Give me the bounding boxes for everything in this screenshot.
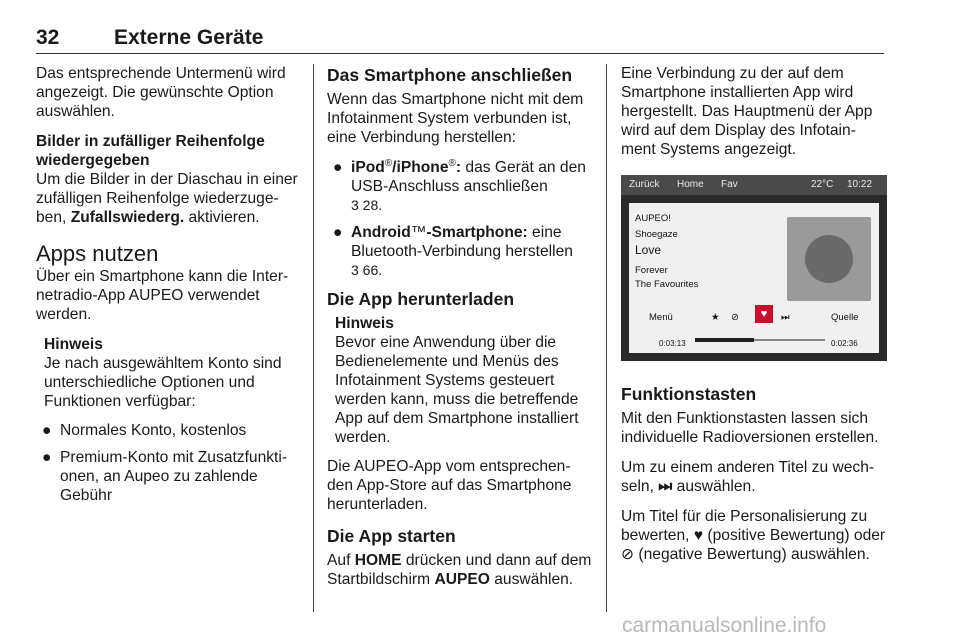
control-row	[635, 305, 873, 325]
genre: Shoegaze	[635, 229, 678, 240]
back-label: Zurück	[629, 179, 660, 190]
skip-icon: ⏭	[781, 312, 790, 323]
app-name: AUPEO!	[635, 213, 671, 224]
list-item: ● Premium-Konto mit Zusatzfunkti-onen, an Aupeo zu zahlende Gebühr	[42, 449, 288, 504]
column-middle	[327, 64, 595, 600]
track-subline: Forever	[635, 265, 668, 276]
list-item: ● Normales Konto, kostenlos	[42, 422, 247, 439]
account-list	[36, 421, 304, 505]
ban-icon: ⊘	[731, 312, 739, 323]
chapter-title: Externe Geräte	[114, 26, 264, 49]
header-rule	[36, 53, 884, 54]
note-box	[36, 335, 304, 411]
skip-icon: ⏭	[658, 478, 673, 495]
list-item: ● Android™-Smartphone: eine Bluetooth-Verbindung herstellen 3 66.	[333, 224, 573, 278]
heading-function-keys: Funktionstasten	[621, 384, 757, 404]
paragraph-main-menu: Eine Verbindung zu der auf dem Smartphone installierten App wird hergestellt. Das Hauptmenü der App wird auf dem Display des Infotain-ment Systems angezeigt.	[621, 65, 873, 158]
menu-label: Menü	[649, 312, 673, 323]
page-number: 32	[36, 26, 60, 49]
infotainment-screenshot	[621, 175, 887, 361]
remaining-time: 0:02:36	[831, 339, 858, 348]
option-zufallswiederg: Zufallswiederg.	[70, 209, 185, 226]
list-item: ● iPod®/iPhone®: das Gerät an den USB-Anschluss anschließen 3 28.	[333, 157, 586, 213]
note-box	[327, 314, 595, 447]
page-reference: 3 28.	[351, 197, 383, 213]
heading-connect-smartphone: Das Smartphone anschließen	[327, 65, 573, 85]
heading-random-order: Bilder in zufälliger Reihenfolge wiedergegeben	[36, 133, 265, 169]
heading-apps-nutzen: Apps nutzen	[36, 241, 159, 266]
heading-start-app: Die App starten	[327, 526, 456, 546]
progress-fill	[695, 338, 754, 342]
elapsed-time: 0:03:13	[659, 339, 686, 348]
note-text: Je nach ausgewähltem Konto sind unterschiedliche Optionen und Funktionen verfügbar:	[44, 355, 282, 410]
column-divider	[313, 64, 314, 612]
paragraph-rating: Um Titel für die Personalisierung zu bewerten, ♥ (positive Bewertung) oder ⊘ (negative Bewertung) auswählen.	[621, 508, 886, 563]
page-reference: 3 66.	[351, 262, 383, 278]
ban-icon: ⊘	[621, 546, 635, 563]
watermark: carmanualsonline.info	[622, 614, 827, 637]
paragraph-random: Um die Bilder in der Diaschau in einer zufälligen Reihenfolge wiederzuge-ben, Zufallswiederg. aktivieren.	[36, 171, 298, 226]
paragraph-function-keys: Mit den Funktionstasten lassen sich individuelle Radioversionen erstellen.	[621, 410, 879, 446]
paragraph-connect: Wenn das Smartphone nicht mit dem Infotainment System verbunden ist, eine Verbindung herstellen:	[327, 91, 584, 146]
progress-bar	[635, 333, 873, 347]
album-cover	[787, 217, 871, 301]
paragraph-download: Die AUPEO-App vom entsprechen-den App-Store auf das Smartphone herunterladen.	[327, 458, 572, 513]
fav-label: Fav	[721, 179, 738, 190]
heart-icon: ♥	[693, 527, 704, 544]
heading-download-app: Die App herunterladen	[327, 289, 515, 309]
star-icon: ★	[711, 312, 720, 323]
column-left	[36, 64, 304, 513]
paragraph-submenu: Das entsprechende Untermenü wird angezeigt. Die gewünschte Option auswählen.	[36, 65, 286, 120]
paragraph-start: Auf HOME drücken und dann auf dem Startbildschirm AUPEO auswählen.	[327, 552, 592, 588]
track-title: Love	[635, 243, 662, 257]
paragraph-aupeo: Über ein Smartphone kann die Inter-netradio-App AUPEO verwendet werden.	[36, 268, 289, 323]
connection-list	[327, 158, 595, 280]
column-divider	[606, 64, 607, 612]
temperature: 22°C	[811, 179, 834, 190]
page-header	[36, 26, 884, 52]
home-label: Home	[677, 179, 704, 190]
screen-top-bar	[621, 175, 887, 195]
clock: 10:22	[847, 179, 873, 190]
paragraph-next-track: Um zu einem anderen Titel zu wech-seln, ⏭ auswählen.	[621, 459, 875, 495]
column-right	[621, 64, 887, 575]
note-text: Bevor eine Anwendung über die Bedienelemente und Menüs des Infotainment Systems gesteuert werden kann, muss die betreffende App auf dem Smartphone installiert werden.	[335, 334, 579, 446]
artist: The Favourites	[635, 279, 699, 290]
heart-icon: ♥	[755, 305, 773, 323]
note-title: Hinweis	[335, 315, 394, 332]
now-playing-panel	[629, 203, 879, 353]
note-title: Hinweis	[44, 336, 103, 353]
source-label: Quelle	[831, 312, 859, 323]
